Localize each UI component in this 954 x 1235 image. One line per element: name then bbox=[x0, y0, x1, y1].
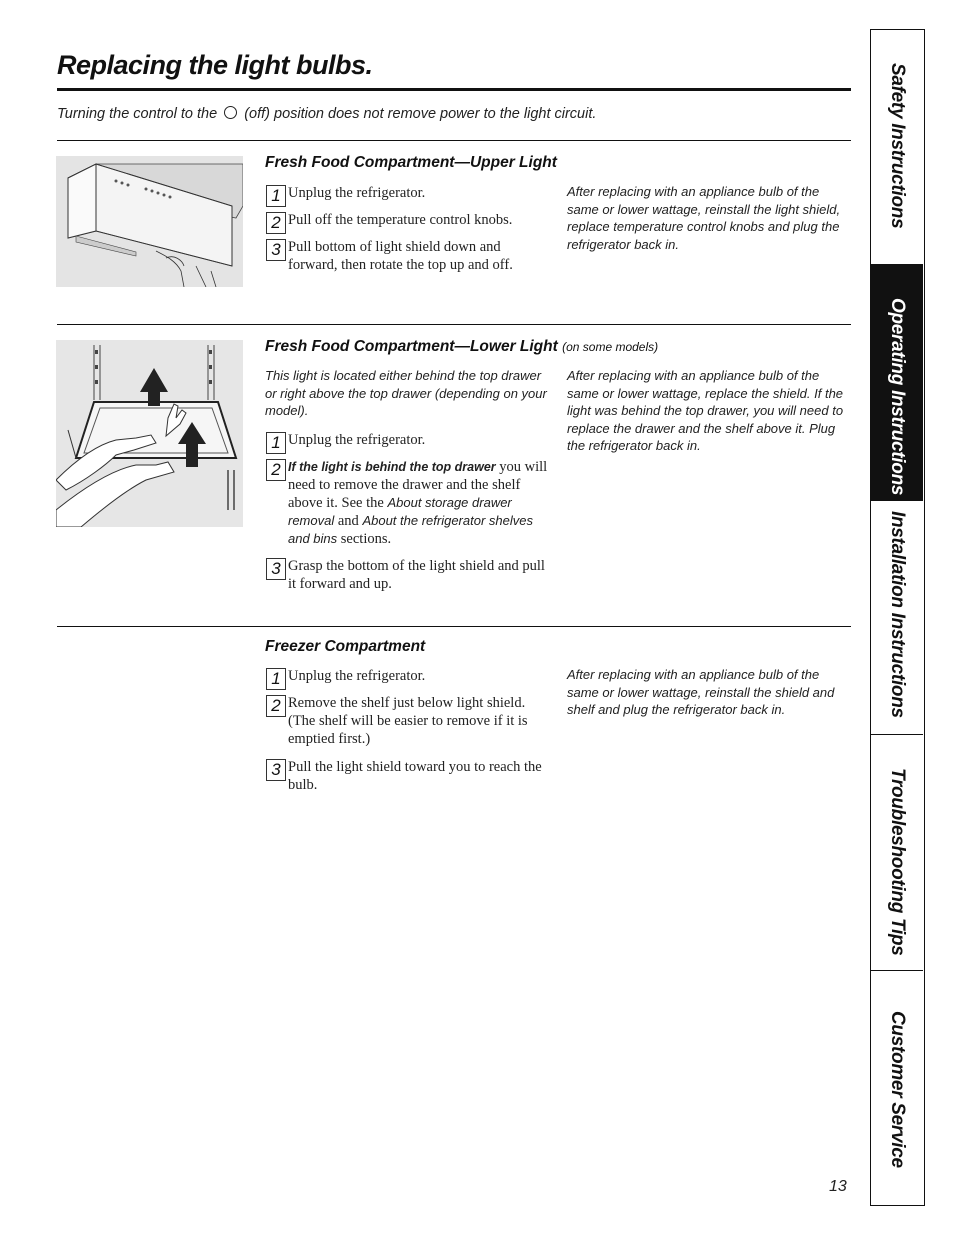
step-number: 3 bbox=[266, 558, 286, 580]
step-number: 2 bbox=[266, 212, 286, 234]
lower-light-heading-note: (on some models) bbox=[562, 340, 659, 354]
cross-reference-storage-drawer: About storage drawer removal bbox=[288, 495, 512, 528]
page-title: Replacing the light bulbs. bbox=[57, 50, 373, 80]
step-number: 3 bbox=[266, 759, 286, 781]
step-text: Grasp the bottom of the light shield and pull it forward and up. bbox=[288, 558, 545, 592]
upper-light-drawing bbox=[56, 156, 243, 287]
cross-reference-shelves-bins: About the refrigerator shelves and bins bbox=[288, 513, 533, 546]
step-text-part: you will need to remove the drawer and the shelf above it. See the bbox=[288, 459, 548, 511]
lower-step-2 bbox=[266, 458, 548, 548]
tab-installation-instructions[interactable] bbox=[871, 500, 923, 734]
freezer-heading: Freezer Compartment bbox=[265, 638, 426, 655]
upper-light-illustration bbox=[56, 156, 243, 287]
step-text: Remove the shelf just below light shield. (The shelf will be easier to remove if it is emptied first.) bbox=[288, 695, 528, 747]
tab-operating-instructions[interactable] bbox=[871, 264, 923, 500]
tab-troubleshooting-tips[interactable] bbox=[871, 734, 923, 970]
upper-step-3 bbox=[266, 238, 548, 274]
lower-light-drawing bbox=[56, 340, 243, 527]
tab-label: Troubleshooting Tips bbox=[887, 768, 908, 956]
tab-label: Customer Service bbox=[887, 1011, 908, 1168]
step-text: Unplug the refrigerator. bbox=[288, 432, 426, 448]
tab-safety-instructions[interactable] bbox=[871, 30, 923, 264]
upper-step-2 bbox=[266, 211, 548, 232]
step-number: 1 bbox=[266, 185, 286, 207]
step-text: Pull bottom of light shield down and forward, then rotate the top up and off. bbox=[288, 239, 513, 273]
step-number: 2 bbox=[266, 695, 286, 717]
step-text: Pull off the temperature control knobs. bbox=[288, 212, 513, 228]
intro-after: (off) position does not remove power to the light circuit. bbox=[244, 106, 597, 122]
freezer-note: After replacing with an appliance bulb of the same or lower wattage, reinstall the shield and shelf and plug the refrigerator back in. bbox=[567, 667, 835, 718]
freezer-step-1 bbox=[266, 667, 548, 688]
step-bold-phrase: If the light is behind the top drawer bbox=[288, 460, 496, 474]
step-number: 1 bbox=[266, 668, 286, 690]
lower-step-3 bbox=[266, 557, 548, 593]
step-text bbox=[288, 458, 548, 548]
tab-customer-service[interactable] bbox=[871, 970, 923, 1204]
step-number: 2 bbox=[266, 459, 286, 481]
step-text-part: and bbox=[337, 513, 359, 529]
step-number: 3 bbox=[266, 239, 286, 261]
section-rule-1 bbox=[57, 140, 851, 141]
intro-text bbox=[57, 106, 596, 122]
lower-light-heading bbox=[265, 338, 658, 356]
off-circle-icon bbox=[224, 106, 237, 119]
intro-before: Turning the control to the bbox=[57, 106, 218, 122]
title-rule bbox=[57, 88, 851, 91]
step-text: Unplug the refrigerator. bbox=[288, 185, 426, 201]
step-number: 1 bbox=[266, 432, 286, 454]
freezer-step-3 bbox=[266, 758, 548, 794]
tab-label: Installation Instructions bbox=[887, 511, 908, 718]
step-text: Pull the light shield toward you to reach the bulb. bbox=[288, 759, 542, 793]
freezer-step-2 bbox=[266, 694, 548, 748]
section-rule-3 bbox=[57, 626, 851, 627]
step-text-part: sections. bbox=[340, 531, 392, 547]
lower-step-1 bbox=[266, 431, 548, 452]
lower-light-illustration bbox=[56, 340, 243, 527]
section-tabs bbox=[870, 29, 925, 1206]
tab-label: Operating Instructions bbox=[887, 298, 908, 496]
page-number: 13 bbox=[829, 1178, 847, 1195]
tab-label: Safety Instructions bbox=[887, 63, 908, 229]
lower-light-note: After replacing with an appliance bulb of the same or lower wattage, replace the shield. If the light was behind the top drawer, you will need to replace the drawer and the shelf above it. Plug the refrigerator back in. bbox=[567, 368, 844, 454]
lower-light-heading-text: Fresh Food Compartment—Lower Light bbox=[265, 338, 558, 355]
upper-light-note: After replacing with an appliance bulb of the same or lower wattage, reinstall the light shield, replace temperature control knobs and plug the refrigerator back in. bbox=[567, 184, 841, 252]
step-text: Unplug the refrigerator. bbox=[288, 668, 426, 684]
section-rule-2 bbox=[57, 324, 851, 325]
lower-light-intro: This light is located either behind the top drawer or right above the top drawer (depending on your model). bbox=[265, 368, 547, 419]
upper-step-1 bbox=[266, 184, 548, 205]
upper-light-heading: Fresh Food Compartment—Upper Light bbox=[265, 154, 557, 171]
